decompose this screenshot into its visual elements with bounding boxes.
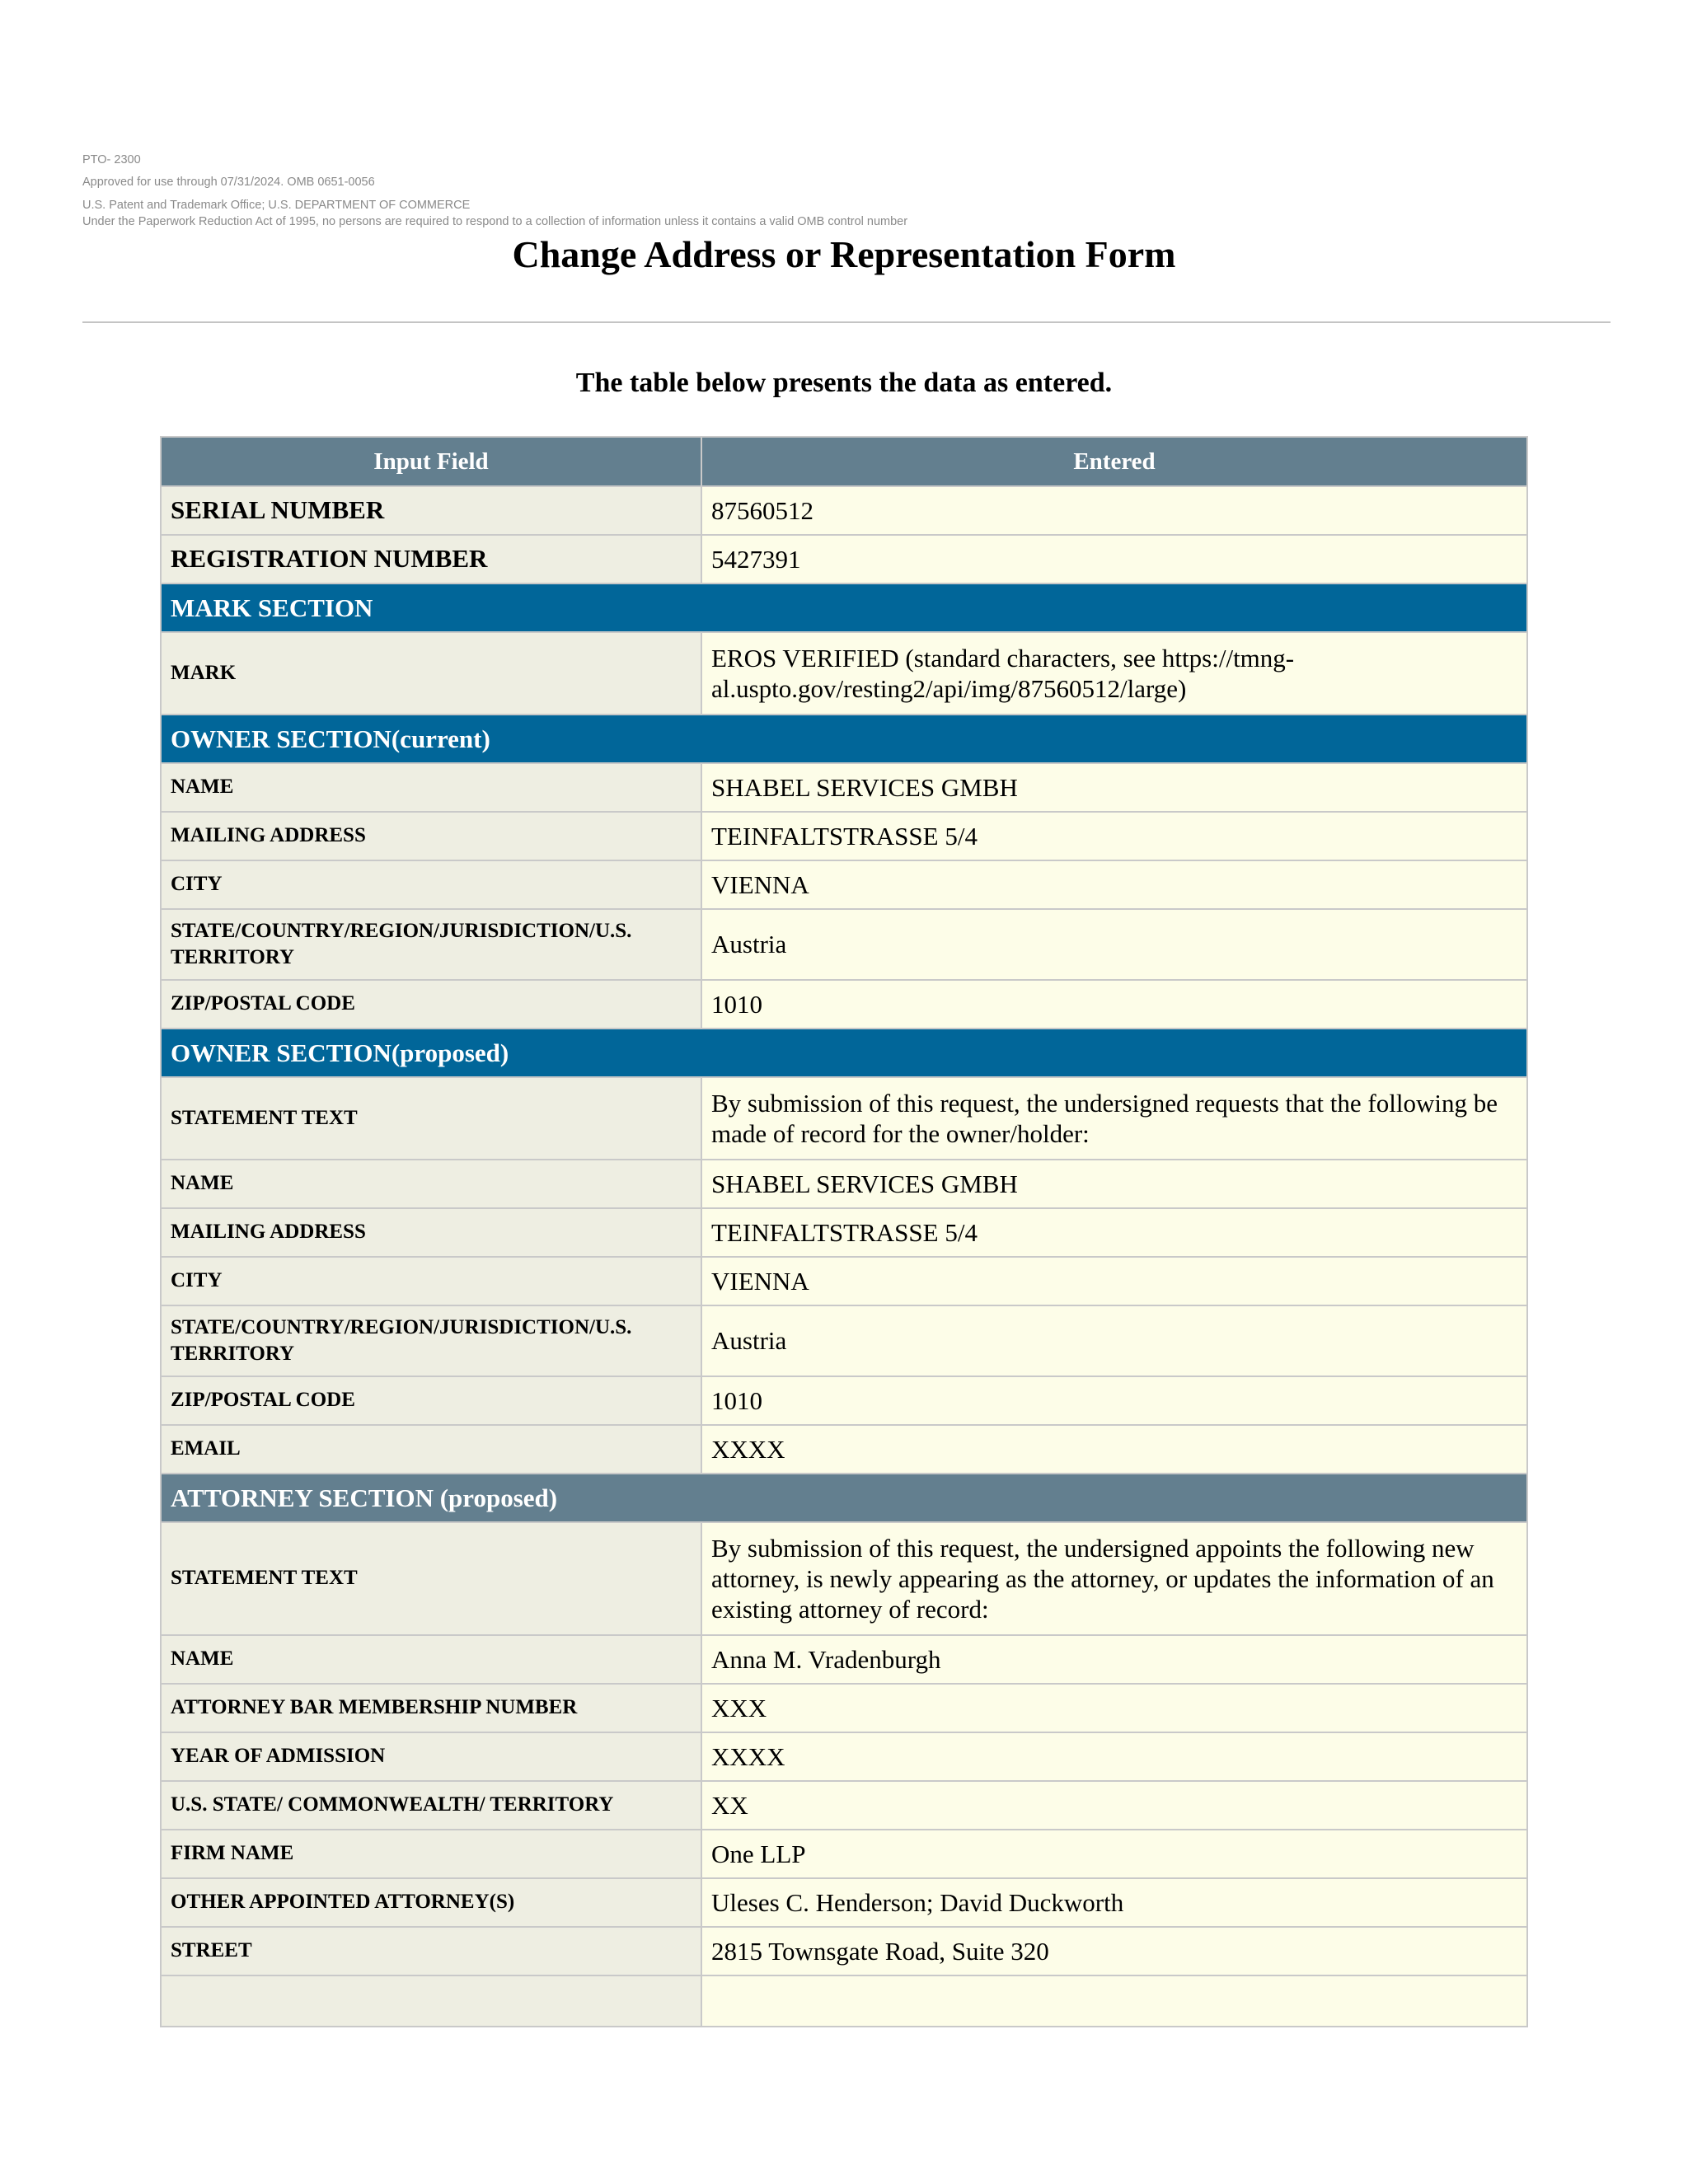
field-value: Austria — [702, 910, 1526, 979]
form-number: PTO- 2300 — [82, 153, 141, 166]
field-value: SHABEL SERVICES GMBH — [702, 1160, 1526, 1207]
table-row — [162, 981, 1526, 1028]
field-label: NAME — [162, 1636, 701, 1683]
owner-proposed-section-header: OWNER SECTION(proposed) — [162, 1029, 1526, 1076]
table-row — [162, 1306, 1526, 1376]
field-value: EROS VERIFIED (standard characters, see https://tmng-al.uspto.gov/resting2/api/img/87560512/large) — [702, 633, 1526, 714]
table-row — [162, 1733, 1526, 1780]
field-value-empty — [702, 1976, 1526, 2026]
field-label: YEAR OF ADMISSION — [162, 1733, 701, 1780]
table-row — [162, 536, 1526, 583]
field-value: By submission of this request, the undersigned appoints the following new attorney, is newly appearing as the attorney, or updates the information of an existing attorney of record: — [702, 1523, 1526, 1634]
field-label: SERIAL NUMBER — [162, 487, 701, 534]
table-row — [162, 910, 1526, 979]
field-value: XXX — [702, 1685, 1526, 1732]
table-row — [162, 1209, 1526, 1256]
field-value: One LLP — [702, 1830, 1526, 1877]
table-row — [162, 1636, 1526, 1683]
table-row — [162, 861, 1526, 908]
data-table-container — [160, 436, 1528, 2047]
table-row — [162, 1685, 1526, 1732]
field-label: MARK — [162, 633, 701, 714]
table-row — [162, 633, 1526, 714]
table-row — [162, 1830, 1526, 1877]
page-subtitle: The table below presents the data as entered. — [575, 368, 1113, 398]
section-row — [162, 1474, 1526, 1521]
table-row — [162, 1160, 1526, 1207]
field-value: TEINFALTSTRASSE 5/4 — [702, 813, 1526, 860]
field-label: STATE/COUNTRY/REGION/JURISDICTION/U.S. TERRITORY — [162, 1306, 701, 1376]
field-label: NAME — [162, 1160, 701, 1207]
field-label: EMAIL — [162, 1426, 701, 1473]
table-header-row — [162, 438, 1526, 485]
field-value: 87560512 — [702, 487, 1526, 534]
field-label: U.S. STATE/ COMMONWEALTH/ TERRITORY — [162, 1782, 701, 1829]
field-value: Uleses C. Henderson; David Duckworth — [702, 1879, 1526, 1926]
field-value: By submission of this request, the undersigned requests that the following be made of record for the owner/holder: — [702, 1078, 1526, 1159]
mark-section-header: MARK SECTION — [162, 584, 1526, 631]
field-value: XXXX — [702, 1733, 1526, 1780]
field-value: 1010 — [702, 1377, 1526, 1424]
section-row — [162, 715, 1526, 762]
field-value: TEINFALTSTRASSE 5/4 — [702, 1209, 1526, 1256]
owner-current-section-header: OWNER SECTION(current) — [162, 715, 1526, 762]
table-row — [162, 1782, 1526, 1829]
field-label: FIRM NAME — [162, 1830, 701, 1877]
section-row — [162, 584, 1526, 631]
column-header-entered: Entered — [702, 438, 1526, 485]
field-label: STATEMENT TEXT — [162, 1523, 701, 1634]
field-value: 2815 Townsgate Road, Suite 320 — [702, 1928, 1526, 1975]
field-label: ZIP/POSTAL CODE — [162, 981, 701, 1028]
field-label: CITY — [162, 1258, 701, 1305]
table-row — [162, 1078, 1526, 1159]
field-value: VIENNA — [702, 861, 1526, 908]
field-label: NAME — [162, 764, 701, 811]
attorney-proposed-section-header: ATTORNEY SECTION (proposed) — [162, 1474, 1526, 1521]
table-row — [162, 813, 1526, 860]
field-label: STREET — [162, 1928, 701, 1975]
divider — [82, 321, 1611, 323]
paperwork-notice: Under the Paperwork Reduction Act of 1995, no persons are required to respond to a collection of information unless it contains a valid OMB control number — [82, 215, 908, 228]
field-value: Anna M. Vradenburgh — [702, 1636, 1526, 1683]
approval-note: Approved for use through 07/31/2024. OMB 0651-0056 — [82, 176, 375, 189]
table-row — [162, 1879, 1526, 1926]
field-label: STATE/COUNTRY/REGION/JURISDICTION/U.S. TERRITORY — [162, 910, 701, 979]
field-label: STATEMENT TEXT — [162, 1078, 701, 1159]
table-row — [162, 1426, 1526, 1473]
data-table — [160, 436, 1528, 2027]
field-label: OTHER APPOINTED ATTORNEY(S) — [162, 1879, 701, 1926]
field-label: REGISTRATION NUMBER — [162, 536, 701, 583]
field-value: Austria — [702, 1306, 1526, 1376]
page-title: Change Address or Representation Form — [512, 233, 1176, 275]
field-label: CITY — [162, 861, 701, 908]
field-label: ATTORNEY BAR MEMBERSHIP NUMBER — [162, 1685, 701, 1732]
agency-name: U.S. Patent and Trademark Office; U.S. DEPARTMENT OF COMMERCE — [82, 199, 471, 212]
field-value: 1010 — [702, 981, 1526, 1028]
field-value: VIENNA — [702, 1258, 1526, 1305]
table-row — [162, 487, 1526, 534]
field-value: XXXX — [702, 1426, 1526, 1473]
section-row — [162, 1029, 1526, 1076]
table-row — [162, 764, 1526, 811]
column-header-input-field: Input Field — [162, 438, 701, 485]
field-value: SHABEL SERVICES GMBH — [702, 764, 1526, 811]
field-label: MAILING ADDRESS — [162, 813, 701, 860]
table-row — [162, 1258, 1526, 1305]
field-label-empty — [162, 1976, 701, 2026]
field-label: ZIP/POSTAL CODE — [162, 1377, 701, 1424]
table-row — [162, 1928, 1526, 1975]
field-value: 5427391 — [702, 536, 1526, 583]
table-row — [162, 1377, 1526, 1424]
field-label: MAILING ADDRESS — [162, 1209, 701, 1256]
table-row-truncated — [162, 1976, 1526, 2026]
field-value: XX — [702, 1782, 1526, 1829]
table-row — [162, 1523, 1526, 1634]
